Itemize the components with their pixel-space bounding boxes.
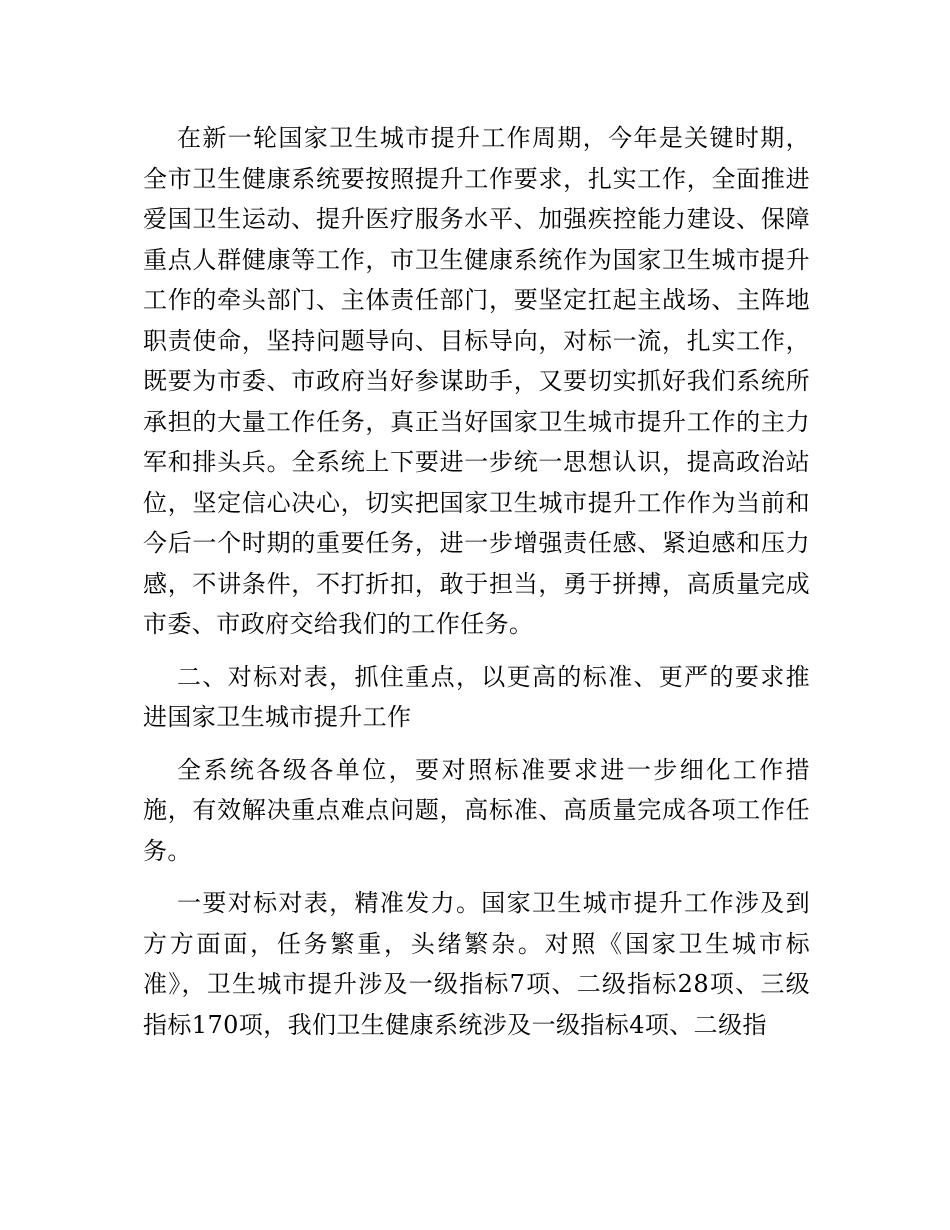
section-heading-2: 二、对标对表，抓住重点，以更高的标准、更严的要求推进国家卫生城市提升工作 [143,662,810,731]
paragraph-intro: 在新一轮国家卫生城市提升工作周期，今年是关键时期，全市卫生健康系统要按照提升工作要求，扎实工作，全面推进爱国卫生运动、提升医疗服务水平、加强疾控能力建设、保障重点人群健康等工作，市卫生健康系统作为国家卫生城市提升工作的牵头部门、主体责任部门，要坚定扛起主战场、主阵地职责使命，坚持问题导向、目标导向，对标一流，扎实工作，既要为市委、市政府当好参谋助手，又要切实抓好我们系统所承担的大量工作任务，真正当好国家卫生城市提升工作的主力军和排头兵。全系统上下要进一步统一思想认识，提高政治站位，坚定信心决心，切实把国家卫生城市提升工作作为当前和今后一个时期的重要任务，进一步增强责任感、紧迫感和压力感，不讲条件，不打折扣，敢于担当，勇于拼搏，高质量完成市委、市政府交给我们的工作任务。 [143,124,810,638]
document-body [143,118,810,1045]
paragraph-section-summary: 全系统各级各单位，要对照标准要求进一步细化工作措施，有效解决重点难点问题，高标准、高质量完成各项工作任务。 [143,755,810,865]
paragraph-point-1: 一要对标对表，精准发力。国家卫生城市提升工作涉及到方方面面，任务繁重，头绪繁杂。对照《国家卫生城市标准》，卫生城市提升涉及一级指标7项、二级指标28项、三级指标170项，我们卫生健康系统涉及一级指标4项、二级指 [143,889,810,1039]
